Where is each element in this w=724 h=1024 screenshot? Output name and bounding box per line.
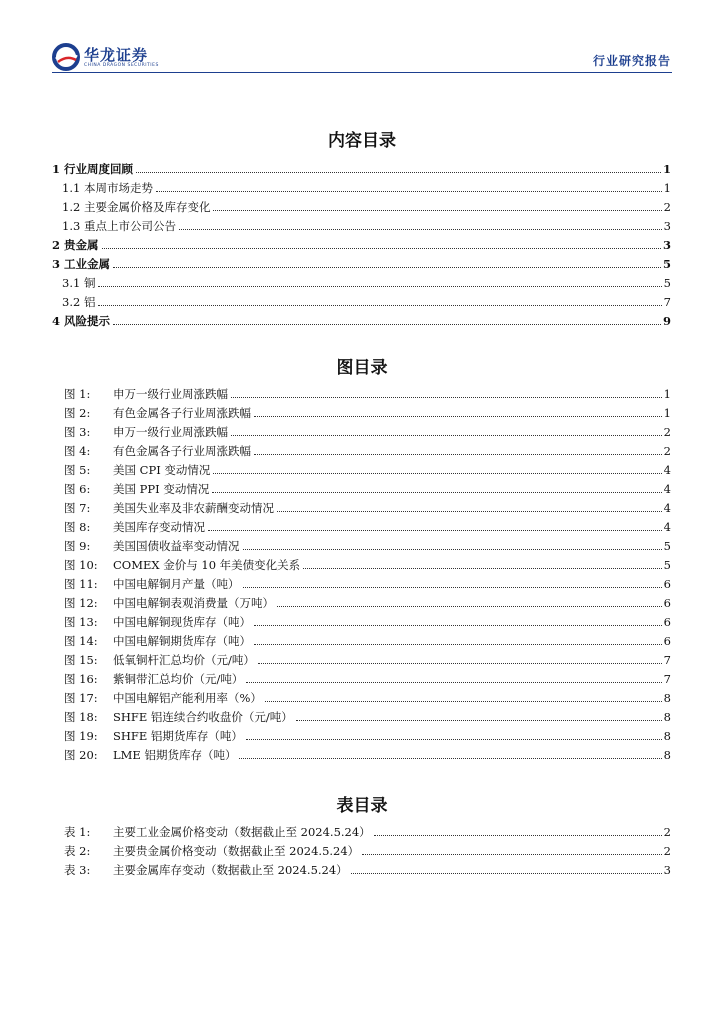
toc-entry-page: 9 <box>662 314 671 328</box>
figure-entry[interactable] <box>52 705 671 724</box>
dot-leader <box>258 663 662 664</box>
table-page: 2 <box>663 844 671 858</box>
toc-entry[interactable] <box>52 157 671 176</box>
figure-caption: 美国国债收益率变动情况 <box>113 539 240 553</box>
toc-entry[interactable] <box>52 271 671 290</box>
toc-entry-label: 1.2 主要金属价格及库存变化 <box>62 200 211 214</box>
figure-page: 2 <box>663 444 671 458</box>
figure-entry[interactable] <box>52 420 671 439</box>
figure-number: 图 4: <box>64 444 91 458</box>
figure-number: 图 9: <box>64 539 91 553</box>
dot-leader <box>351 873 662 874</box>
figure-page: 8 <box>663 710 671 724</box>
figure-entry[interactable] <box>52 572 671 591</box>
table-caption: 主要贵金属价格变动（数据截止至 2024.5.24） <box>113 844 360 858</box>
dot-leader <box>243 587 662 588</box>
dot-leader <box>208 530 662 531</box>
figure-number: 图 10: <box>64 558 98 572</box>
figure-entry[interactable] <box>52 743 671 762</box>
figure-caption: 中国电解铝产能利用率（%） <box>113 691 262 705</box>
dot-leader <box>362 854 661 855</box>
figure-number: 图 2: <box>64 406 91 420</box>
figure-page: 4 <box>663 463 671 477</box>
figure-number: 图 6: <box>64 482 91 496</box>
toc-entry[interactable] <box>52 252 671 271</box>
toc-entry[interactable] <box>52 214 671 233</box>
figure-number: 图 17: <box>64 691 98 705</box>
table-caption: 主要工业金属价格变动（数据截止至 2024.5.24） <box>113 825 371 839</box>
dot-leader <box>296 720 662 721</box>
dot-leader <box>277 606 662 607</box>
dot-leader <box>374 835 662 836</box>
figure-caption: COMEX 金价与 10 年美债变化关系 <box>113 558 301 572</box>
toc-entry-label: 3 工业金属 <box>52 257 111 271</box>
figure-caption: 美国 CPI 变动情况 <box>113 463 211 477</box>
table-page: 3 <box>663 863 671 877</box>
logo-text-cn: 华龙证券 <box>84 46 149 64</box>
figure-caption: SHFE 铝连续合约收盘价（元/吨） <box>113 710 293 724</box>
figure-page: 5 <box>663 539 671 553</box>
dot-leader <box>98 305 661 306</box>
logo-text-en: CHINA DRAGON SECURITIES <box>84 63 159 68</box>
toc-entry-page: 3 <box>662 238 671 252</box>
figure-entry[interactable] <box>52 610 671 629</box>
figure-entry[interactable] <box>52 496 671 515</box>
figure-page: 6 <box>663 596 671 610</box>
figure-page: 7 <box>663 672 671 686</box>
figure-caption: 紫铜带汇总均价（元/吨） <box>113 672 244 686</box>
toc-entry-label: 1 行业周度回顾 <box>52 162 134 176</box>
dot-leader <box>246 739 662 740</box>
dot-leader <box>265 701 662 702</box>
toc-entry[interactable] <box>52 176 671 195</box>
contents-list <box>52 157 671 328</box>
dot-leader <box>136 172 661 173</box>
table-entry[interactable] <box>52 858 671 877</box>
figure-page: 7 <box>663 653 671 667</box>
figure-caption: 有色金属各子行业周涨跌幅 <box>113 406 251 420</box>
figure-caption: SHFE 铝期货库存（吨） <box>113 729 243 743</box>
figure-entry[interactable] <box>52 686 671 705</box>
figure-entry[interactable] <box>52 458 671 477</box>
toc-entry-label: 3.2 铝 <box>62 295 96 309</box>
dot-leader <box>102 248 661 249</box>
dot-leader <box>113 324 661 325</box>
figure-number: 图 11: <box>64 577 98 591</box>
toc-entry-page: 1 <box>663 181 671 195</box>
figure-entry[interactable] <box>52 534 671 553</box>
toc-entry-label: 1.1 本周市场走势 <box>62 181 153 195</box>
toc-entry-label: 1.3 重点上市公司公告 <box>62 219 176 233</box>
dot-leader <box>254 625 662 626</box>
figure-number: 图 12: <box>64 596 98 610</box>
page-header <box>0 0 724 80</box>
figure-entry[interactable] <box>52 477 671 496</box>
header-divider <box>52 72 672 73</box>
figure-entry[interactable] <box>52 648 671 667</box>
table-caption: 主要金属库存变动（数据截止至 2024.5.24） <box>113 863 348 877</box>
toc-entry-page: 5 <box>663 276 671 290</box>
dot-leader <box>156 191 662 192</box>
figure-entry[interactable] <box>52 667 671 686</box>
figure-page: 1 <box>663 406 671 420</box>
figure-caption: 中国电解铜月产量（吨） <box>113 577 240 591</box>
figure-number: 图 5: <box>64 463 91 477</box>
figure-caption: 美国库存变动情况 <box>113 520 205 534</box>
toc-entry[interactable] <box>52 195 671 214</box>
figure-page: 6 <box>663 577 671 591</box>
figure-caption: 申万一级行业周涨跌幅 <box>113 425 228 439</box>
figure-caption: 中国电解铜表观消费量（万吨） <box>113 596 274 610</box>
table-list <box>52 820 671 877</box>
figure-entry[interactable] <box>52 382 671 401</box>
toc-title: 内容目录 <box>328 131 396 151</box>
figure-entry[interactable] <box>52 439 671 458</box>
figure-page: 8 <box>663 729 671 743</box>
figure-entry[interactable] <box>52 629 671 648</box>
dragon-logo-icon <box>52 43 80 71</box>
table-entry[interactable] <box>52 839 671 858</box>
figure-page: 4 <box>663 482 671 496</box>
figure-page: 8 <box>663 691 671 705</box>
dot-leader <box>113 267 661 268</box>
dot-leader <box>277 511 662 512</box>
figure-number: 图 7: <box>64 501 91 515</box>
figure-number: 图 15: <box>64 653 98 667</box>
figure-number: 图 14: <box>64 634 98 648</box>
figure-page: 8 <box>663 748 671 762</box>
table-entry[interactable] <box>52 820 671 839</box>
figure-list <box>52 382 671 762</box>
dot-leader <box>254 644 662 645</box>
dot-leader <box>213 473 661 474</box>
figure-entry[interactable] <box>52 724 671 743</box>
figure-caption: 美国 PPI 变动情况 <box>113 482 210 496</box>
figure-list-title: 图目录 <box>336 358 388 378</box>
figure-number: 图 19: <box>64 729 98 743</box>
figure-page: 6 <box>663 634 671 648</box>
figure-number: 图 16: <box>64 672 98 686</box>
toc-entry-page: 5 <box>662 257 671 271</box>
figure-page: 4 <box>663 501 671 515</box>
figure-caption: 中国电解铜期货库存（吨） <box>113 634 251 648</box>
figure-number: 图 20: <box>64 748 98 762</box>
dot-leader <box>303 568 661 569</box>
report-type-label: 行业研究报告 <box>592 54 671 68</box>
figure-number: 图 3: <box>64 425 91 439</box>
dot-leader <box>231 435 662 436</box>
dot-leader <box>254 454 662 455</box>
toc-entry-page: 3 <box>663 219 671 233</box>
figure-caption: 申万一级行业周涨跌幅 <box>113 387 228 401</box>
dot-leader <box>212 492 661 493</box>
toc-entry[interactable] <box>52 290 671 309</box>
figure-entry[interactable] <box>52 401 671 420</box>
table-page: 2 <box>663 825 671 839</box>
toc-entry-page: 1 <box>662 162 671 176</box>
figure-entry[interactable] <box>52 553 671 572</box>
figure-page: 4 <box>663 520 671 534</box>
figure-caption: 低氧铜杆汇总均价（元/吨） <box>113 653 255 667</box>
toc-entry[interactable] <box>52 233 671 252</box>
dot-leader <box>246 682 661 683</box>
dot-leader <box>213 210 661 211</box>
figure-number: 图 13: <box>64 615 98 629</box>
figure-entry[interactable] <box>52 591 671 610</box>
figure-number: 图 1: <box>64 387 91 401</box>
figure-caption: 有色金属各子行业周涨跌幅 <box>113 444 251 458</box>
company-logo <box>52 43 162 73</box>
table-number: 表 1: <box>64 825 91 839</box>
figure-page: 6 <box>663 615 671 629</box>
table-list-title: 表目录 <box>336 796 388 816</box>
figure-caption: 中国电解铜现货库存（吨） <box>113 615 251 629</box>
figure-page: 1 <box>663 387 671 401</box>
toc-entry-label: 3.1 铜 <box>62 276 96 290</box>
dot-leader <box>231 397 662 398</box>
toc-entry-page: 2 <box>663 200 671 214</box>
dot-leader <box>243 549 662 550</box>
dot-leader <box>98 286 661 287</box>
dot-leader <box>254 416 662 417</box>
figure-number: 图 8: <box>64 520 91 534</box>
dot-leader <box>239 758 661 759</box>
table-number: 表 2: <box>64 844 91 858</box>
toc-entry-page: 7 <box>663 295 671 309</box>
figure-page: 5 <box>663 558 671 572</box>
figure-caption: LME 铝期货库存（吨） <box>113 748 237 762</box>
table-number: 表 3: <box>64 863 91 877</box>
toc-entry-label: 2 贵金属 <box>52 238 99 252</box>
figure-page: 2 <box>663 425 671 439</box>
toc-entry[interactable] <box>52 309 671 328</box>
toc-entry-label: 4 风险提示 <box>52 314 111 328</box>
figure-caption: 美国失业率及非农薪酬变动情况 <box>113 501 274 515</box>
figure-number: 图 18: <box>64 710 98 724</box>
dot-leader <box>179 229 662 230</box>
figure-entry[interactable] <box>52 515 671 534</box>
